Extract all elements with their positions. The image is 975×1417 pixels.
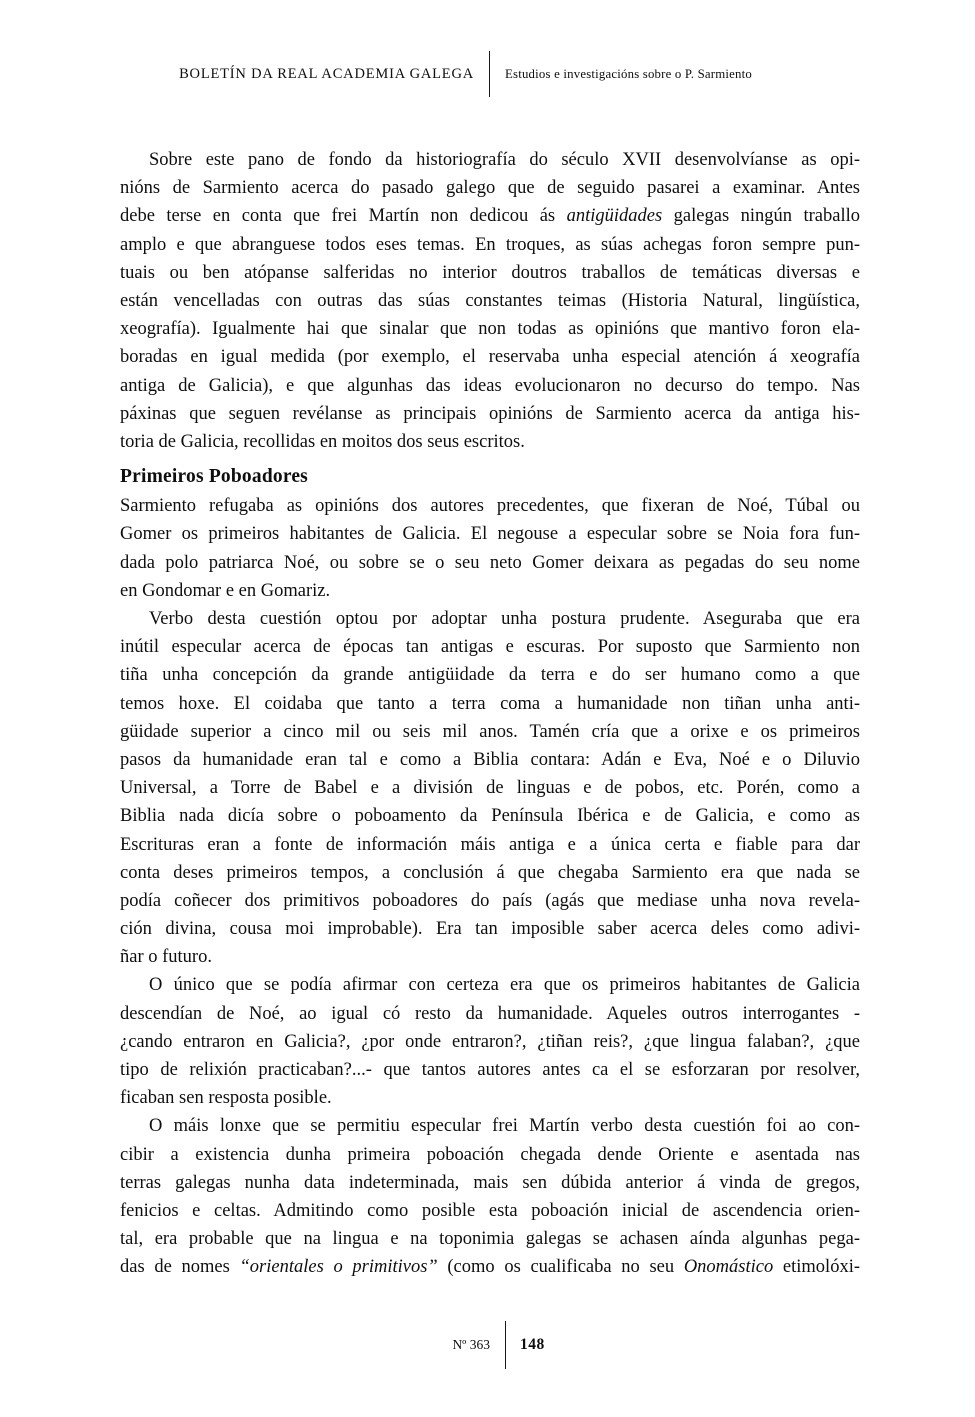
- text-line: nións de Sarmiento acerca do pasado galego que de seguido pasarei a examinar. Antes: [120, 178, 860, 199]
- text-line: ¿cando entraron en Galicia?, ¿por onde entraron?, ¿tiñan reis?, ¿que lingua falaban?, ¿que: [120, 1031, 860, 1052]
- body-text: [120, 146, 860, 1282]
- text-line: podía coñecer dos primitivos poboadores do país (agás que mediase unha nova revela-: [120, 890, 860, 911]
- article-title: Estudios e investigacións sobre o P. Sarmiento: [505, 66, 752, 81]
- journal-title: BOLETÍN DA REAL ACADEMIA GALEGA: [179, 65, 474, 82]
- text-line: xeografía). Igualmente hai que sinalar que non todas as opinións que mantivo foron ela-: [120, 319, 860, 340]
- italic-phrase: “orientales o primitivos”: [239, 1257, 438, 1278]
- paragraph: [120, 605, 860, 971]
- running-header: [0, 51, 975, 97]
- section-heading: Primeiros Poboadores: [120, 466, 308, 488]
- text-line: fenicios e celtas. Admitindo como posible esta poboación inicial de ascendencia orien-: [120, 1200, 860, 1221]
- issue-number: Nº 363: [452, 1337, 490, 1352]
- page-number: 148: [520, 1336, 545, 1353]
- text-line: tiña unha concepción da grande antigüidade da terra e do ser humano como a que: [120, 665, 860, 686]
- text-line: Gomer os primeiros habitantes de Galicia. El negouse a especular sobre se Noia fora fun-: [120, 524, 860, 545]
- text-line: temos hoxe. El coidaba que tanto a terra coma a humanidade non tiñan unha anti-: [120, 693, 860, 714]
- text-line: tuais ou ben atópanse salferidas no interior doutros traballos de temáticas diversas e: [120, 262, 860, 283]
- text-line: das de nomes “orientales o primitivos” (como os cualificaba no seu Onomástico etimolóxi-: [120, 1257, 860, 1278]
- text-line: dada polo patriarca Noé, ou sobre se o seu neto Gomer deixara as pegadas do seu nome: [120, 552, 860, 573]
- text-line: conta deses primeiros tempos, a conclusión á que chegaba Sarmiento era que nada se: [120, 862, 860, 883]
- text-line: inútil especular acerca de épocas tan antigas e escuras. Por suposto que Sarmiento non: [120, 637, 860, 658]
- text-line: Verbo desta cuestión optou por adoptar unha postura prudente. Aseguraba que era: [149, 609, 860, 630]
- text-line: Universal, a Torre de Babel e a división de linguas e de pobos, etc. Porén, como a: [120, 778, 860, 799]
- text-line: ñar o futuro.: [120, 947, 212, 968]
- text-line: O único que se podía afirmar con certeza era que os primeiros habitantes de Galicia: [149, 975, 860, 996]
- text-line: boradas en igual medida (por exemplo, el reservaba unha especial atención á xeografía: [120, 347, 860, 368]
- text-line: debe terse en conta que frei Martín non dedicou ás antigüidades galegas ningún traballo: [120, 206, 861, 227]
- text-line: descendían de Noé, ao igual có resto da humanidade. Aqueles outros interrogantes -: [120, 1003, 860, 1024]
- italic-phrase: antigüidades: [566, 206, 663, 227]
- text-line: cibir a existencia dunha primeira poboación chegada dende Oriente e asentada nas: [120, 1144, 860, 1165]
- text-line: ción divina, cousa moi improbable). Era tan imposible saber acerca deles como adivi-: [120, 919, 860, 940]
- paragraph: [120, 146, 860, 456]
- paragraph: [120, 1112, 860, 1281]
- text-line: toria de Galicia, recollidas en moitos dos seus escritos.: [120, 431, 525, 452]
- text-line: güidade superior a cinco mil ou seis mil anos. Tamén cría que a orixe e os primeiros: [120, 721, 860, 742]
- text-line: están vencelladas con outras das súas constantes teimas (Historia Natural, lingüística,: [120, 290, 860, 311]
- italic-phrase: Onomástico: [683, 1257, 774, 1278]
- text-line: páxinas que seguen revélanse as principais opinións de Sarmiento acerca da antiga his-: [120, 403, 860, 424]
- text-line: en Gondomar e en Gomariz.: [120, 580, 331, 601]
- text-line: O máis lonxe que se permitiu especular frei Martín verbo desta cuestión foi ao con-: [149, 1116, 860, 1137]
- text-line: tal, era probable que na lingua e na toponimia galegas se achasen aínda algunhas pega-: [120, 1229, 860, 1250]
- text-line: terras galegas nunha data indeterminada, mais sen dúbida anterior á vinda de gregos,: [120, 1172, 860, 1193]
- text-line: ficaban sen resposta posible.: [120, 1088, 332, 1109]
- text-line: antiga de Galicia), e que algunhas das ideas evolucionaron no decurso do tempo. Nas: [120, 375, 860, 396]
- text-line: amplo e que abranguese todos eses temas. En troques, as súas achegas foron sempre pun-: [120, 234, 860, 255]
- text-line: tipo de relixión practicaban?...- que tantos autores antes ca el se esforzaran por resolver,: [120, 1060, 860, 1081]
- text-line: Sobre este pano de fondo da historiografía do século XVII desenvolvíanse as opi-: [149, 150, 860, 170]
- paragraph: [120, 492, 860, 605]
- text-line: Sarmiento refugaba as opinións dos autores precedentes, que fixeran de Noé, Túbal ou: [120, 496, 860, 517]
- paragraph: [120, 971, 860, 1112]
- text-line: pasos da humanidade eran tal e como a Biblia contara: Adán e Eva, Noé e o Diluvio: [120, 749, 860, 770]
- text-line: Biblia nada dicía sobre o poboamento da Península Ibérica e de Galicia, e como as: [120, 806, 860, 827]
- text-line: Escrituras eran a fonte de información máis antiga e a única certa e fiable para dar: [120, 834, 860, 855]
- page-footer: [0, 1321, 975, 1369]
